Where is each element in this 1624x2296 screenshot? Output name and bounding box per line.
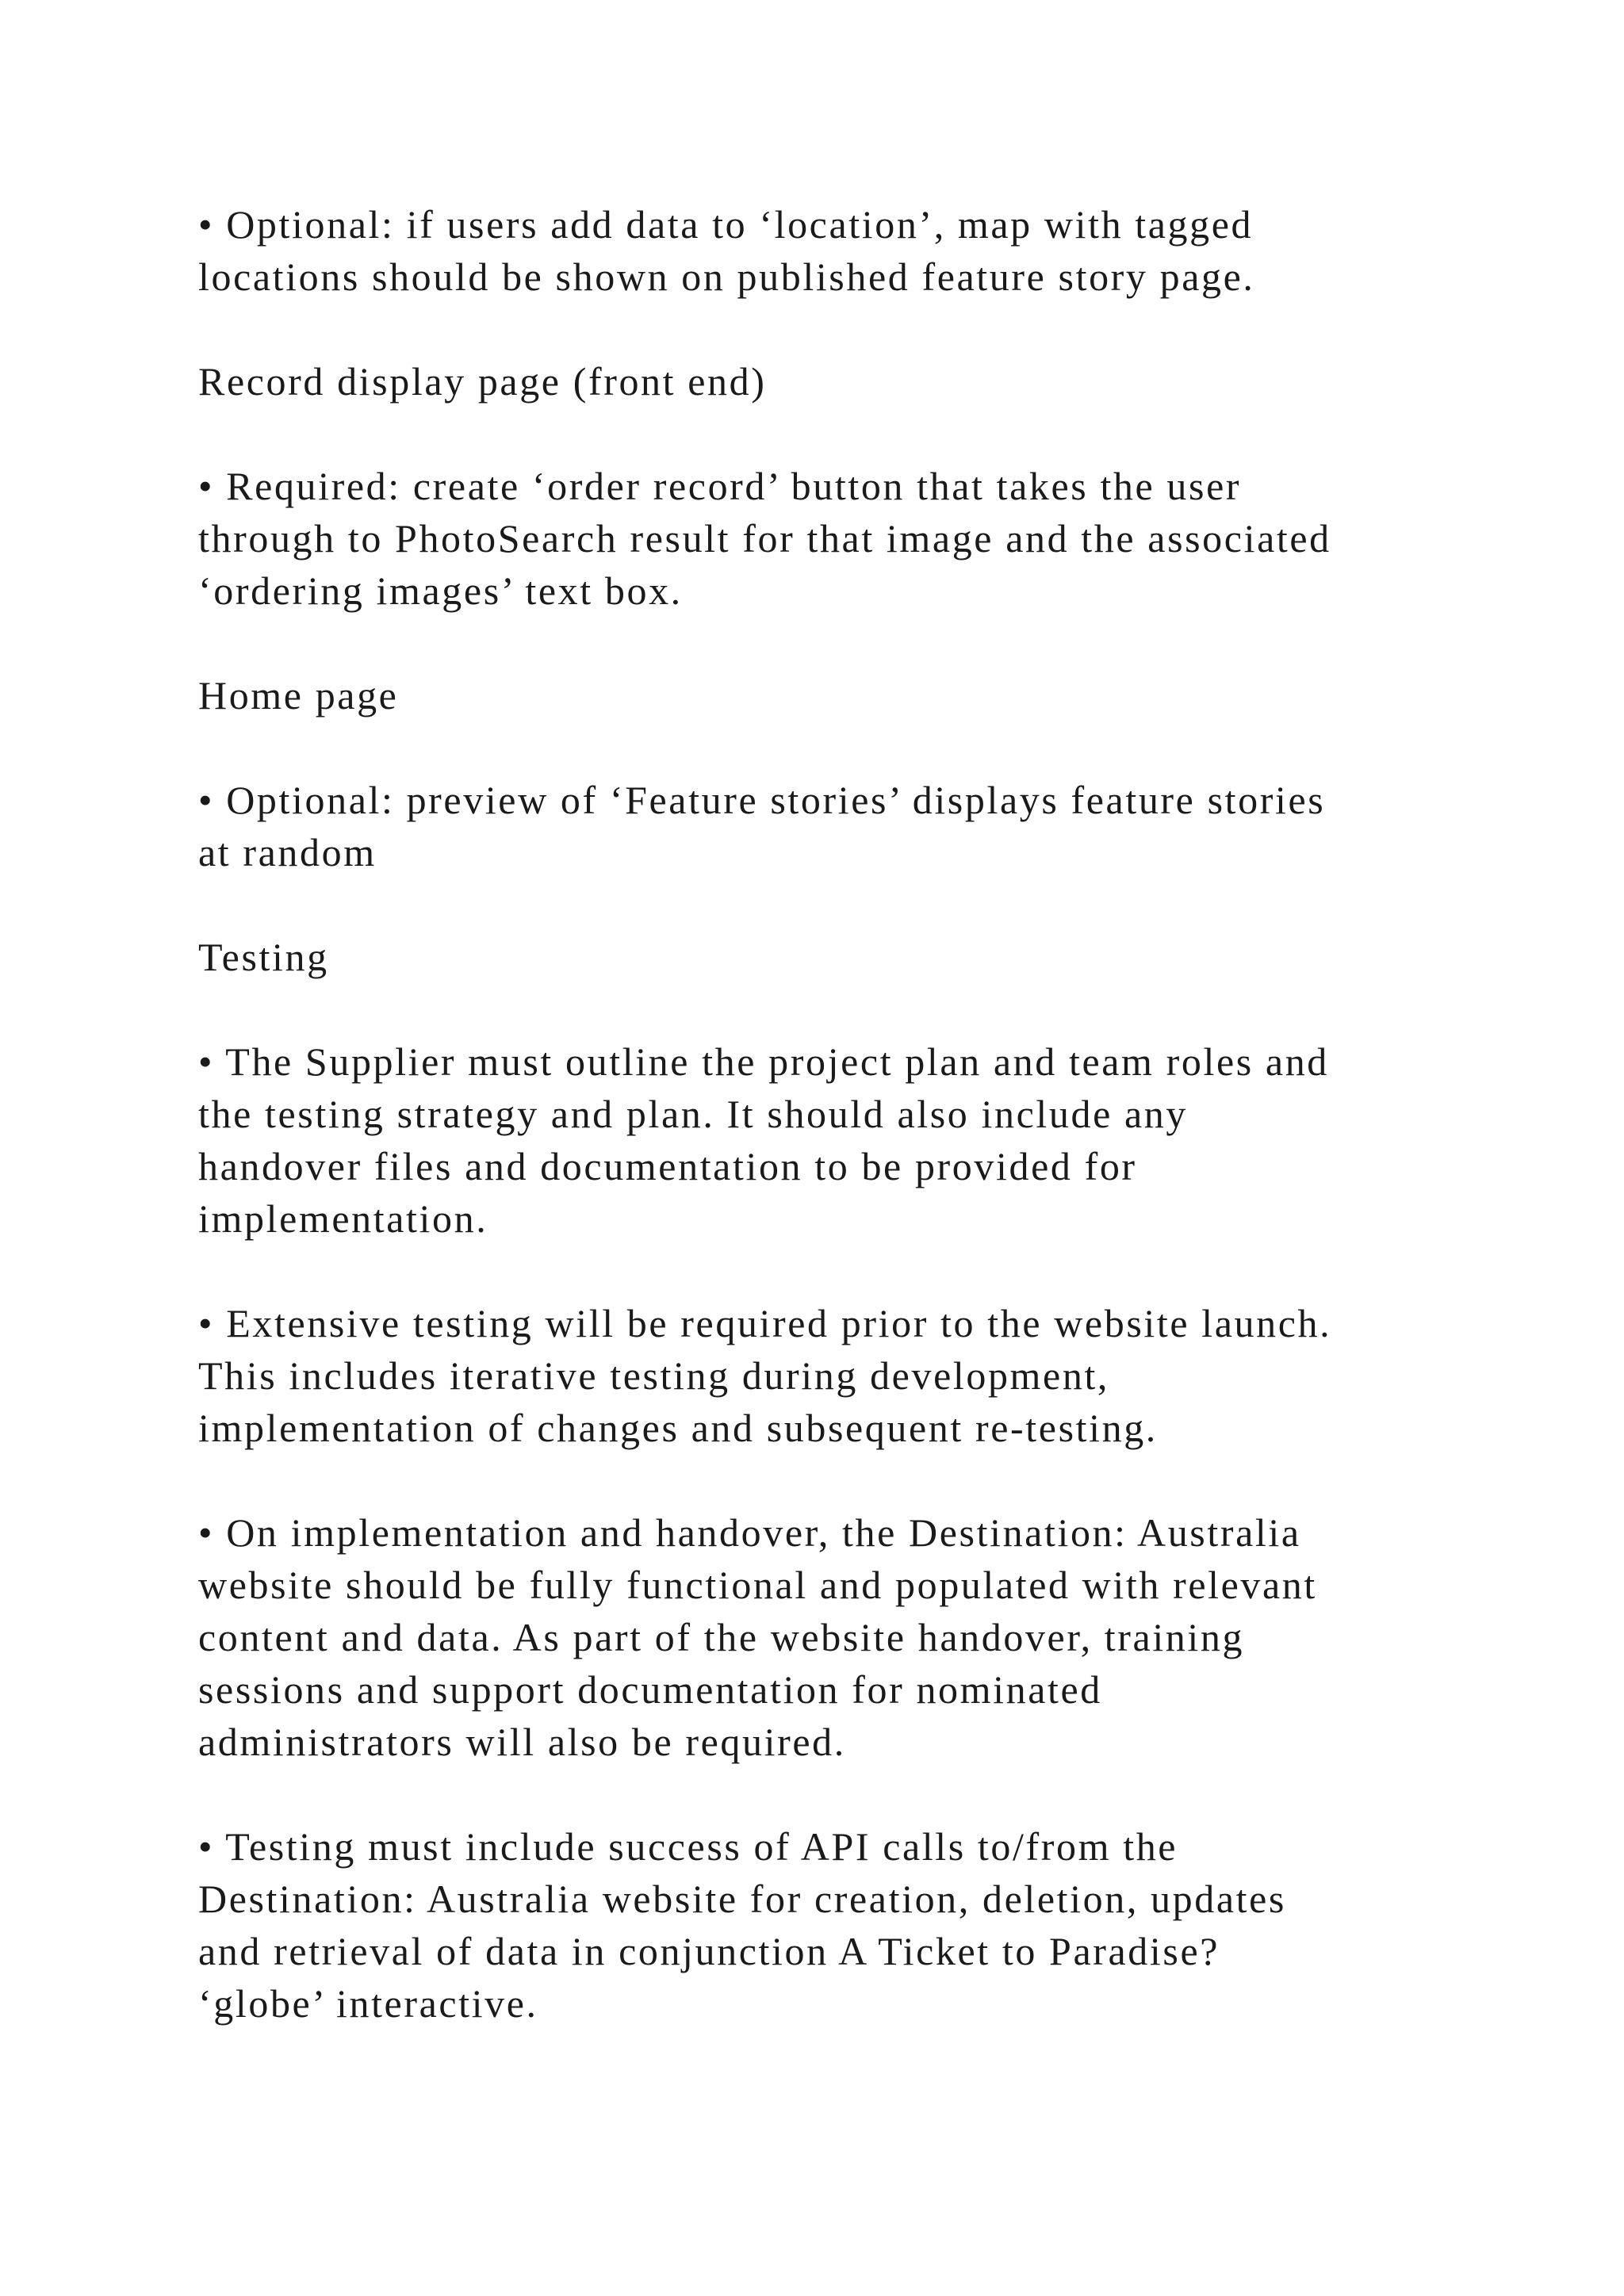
heading-home-page: Home page <box>198 673 399 718</box>
heading-testing: Testing <box>198 935 329 979</box>
bullet-extensive-testing: • Extensive testing will be required prior to the website launch. This includes iterative testing during development, implementation of changes and subsequent re-testing. <box>198 1301 1332 1450</box>
bullet-optional-location-map: • Optional: if users add data to ‘location’, map with tagged locations should be shown on published feature story page. <box>198 202 1255 299</box>
document-body <box>198 198 1467 2030</box>
bullet-api-testing: • Testing must include success of API calls to/from the Destination: Australia website for creation, deletion, updates and retrieval of data in conjunction A Ticket to Paradise? ‘globe’ interactive. <box>198 1824 1286 2026</box>
bullet-optional-feature-stories: • Optional: preview of ‘Feature stories’ displays feature stories at random <box>198 778 1326 874</box>
heading-record-display-page: Record display page (front end) <box>198 359 767 404</box>
bullet-supplier-project-plan: • The Supplier must outline the project plan and team roles and the testing strategy and plan. It should also include any handover files and documentation to be provided for implementation. <box>198 1039 1329 1241</box>
bullet-required-order-record: • Required: create ‘order record’ button that takes the user through to PhotoSearch result for that image and the associated ‘ordering images’ text box. <box>198 464 1331 613</box>
bullet-implementation-handover: • On implementation and handover, the Destination: Australia website should be fully functional and populated with relevant content and data. As part of the website handover, training sessions and support documentation for nominated administrators will also be required. <box>198 1510 1317 1764</box>
